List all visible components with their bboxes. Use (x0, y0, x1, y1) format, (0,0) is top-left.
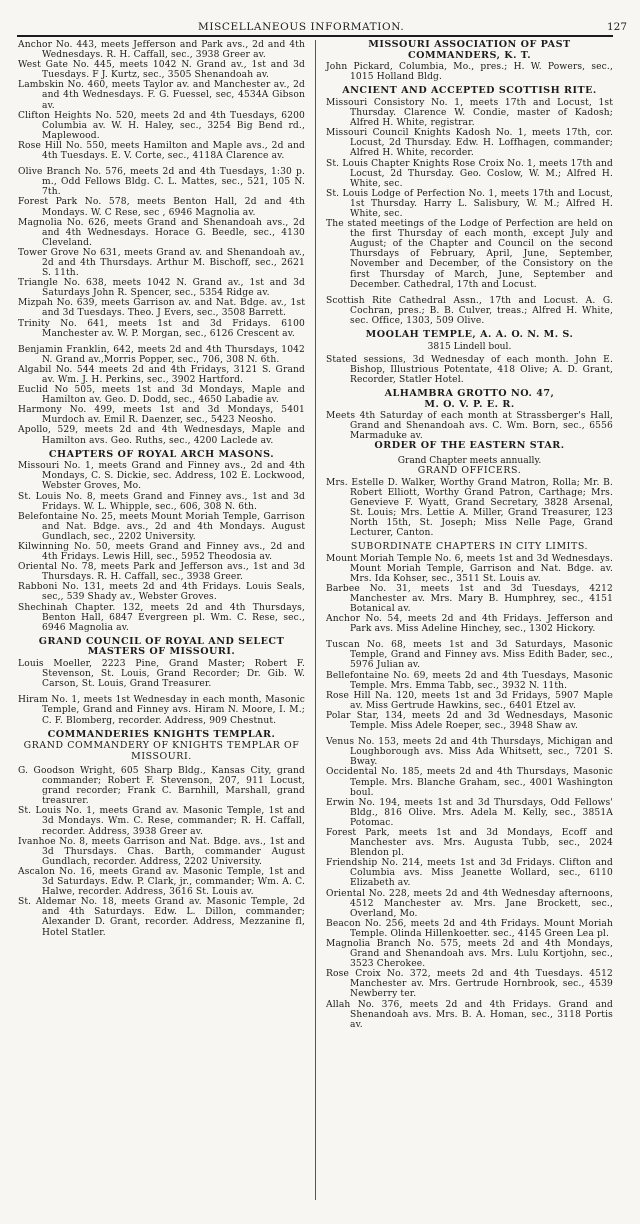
section-heading-commanderies: COMMANDERIES KNIGHTS TEMPLAR. (47, 728, 276, 740)
star-chapter-entry: Beacon No. 256, meets 2d and 4th Fridays. Mount Moriah Temple. Olinda Hillenkoetter. sec., 4145 Green Lea pl. (326, 918, 613, 939)
lodge-entry: Anchor No. 443, meets Jefferson and Park avs., 2d and 4th Wednesdays. R. H. Caffall, sec., 3938 Greer av. (18, 40, 305, 61)
star-chapter-entry: Allah No. 376, meets 2d and 4th Fridays. Grand and Shenandoah avs. Mrs. B. A. Homan, sec., 3118 Portis av. (326, 999, 613, 1030)
subordinate-chapters-heading: SUBORDINATE CHAPTERS IN CITY LIMITS. (350, 541, 589, 553)
chapter-entry: Rabboni No. 131, meets 2d and 4th Fridays. Louis Seals, sec,, 539 Shady av., Webster Groves. (18, 582, 305, 603)
star-chapter-entry: Polar Star, 134, meets 2d and 3d Wednesdays, Masonic Temple. Miss Adele Roeper, sec., 3948 Shaw av. (326, 710, 613, 732)
lodge-entry: Tower Grove No 631, meets Grand av. and Shenandoah av., 2d and 4th Thursdays. Arthur M. Bischoff, sec., 2621 S. 11th. (18, 247, 305, 279)
chapter-entry: Belefontaine No. 25, meets Mount Moriah Temple, Garrison and Nat. Bdge. avs., 2d and 4th Mondays. August Gundlach, sec., 2202 University. (18, 511, 305, 542)
council-entry: Louis Moeller, 2223 Pine, Grand Master; Robert F. Stevenson, St. Louis, Grand Recorder; Dr. Gib. W. Carson, St. Louis, Grand Treasurer. (18, 659, 305, 690)
commandery-entry: St. Aldemar No. 18, meets Grand av. Masonic Temple, 2d and 4th Saturdays. Edw. L. Dillon, commander; Alexander D. Grant, recorder. Address, Mezzanine fl, Hotel Statler. (18, 897, 305, 938)
lodge-entry: Euclid No 505, meets 1st and 3d Mondays, Maple and Hamilton av. Geo. D. Dodd, sec., 4650 Labadie av. (18, 385, 305, 406)
section-subheading-grand-commandery: GRAND COMMANDERY OF KNIGHTS TEMPLAR OF MISSOURI. (23, 740, 300, 762)
section-heading-royal-arch: CHAPTERS OF ROYAL ARCH MASONS. (48, 448, 275, 460)
section-heading-eastern-star: ORDER OF THE EASTERN STAR. (374, 440, 565, 452)
star-chapter-entry: Mount Moriah Temple No. 6, meets 1st and 3d Wednesdays. Mount Moriah Temple, Garrison and Nat. Bdge. av. Mrs. Ida Kohser, sec., 3511 St. Louis av. (326, 553, 613, 584)
rite-entry: St. Louis Lodge of Perfection No. 1, meets 17th and Locust, 1st Thursday. Harry L. Salisbury, W. M.; Alfred H. White, sec. (326, 188, 613, 219)
moolah-address: 3815 Lindell boul. (427, 341, 512, 352)
section-heading-grotto: ALHAMBRA GROTTO NO. 47, (384, 388, 555, 399)
star-chapter-entry: Rose Croix No. 372, meets 2d and 4th Tuesdays. 4512 Manchester av. Mrs. Gertrude Hornbrook, sec., 4539 Newberry ter. (326, 969, 613, 1000)
commandery-entry: Ivanhoe No. 8, meets Garrison and Nat. Bdge. avs., 1st and 3d Thursdays. Chas. Barth, commander August Gundlach, recorder. Address, 2202 University. (18, 836, 305, 867)
star-chapter-entry: Magnolia Branch No. 575, meets 2d and 4th Mondays, Grand and Shenandoah avs. Mrs. Lulu Kortjohn, sec., 3523 Cherokee. (326, 939, 613, 970)
star-chapter-entry: Anchor No. 54, meets 2d and 4th Fridays. Jefferson and Park avs. Miss Adeline Hinchey, sec., 1302 Hickory. (326, 614, 613, 635)
commandery-entry: St. Louis No. 1, meets Grand av. Masonic Temple, 1st and 3d Mondays. Wm. C. Rese, commander; R. H. Caffall, recorder. Address, 3938 Greer av. (18, 806, 305, 837)
star-chapter-entry: Barbee No. 31, meets 1st and 3d Tuesdays, 4212 Manchester av. Mrs. Mary B. Humphrey, sec., 4151 Botanical av. (326, 583, 613, 614)
running-title: MISCELLANEOUS INFORMATION. (198, 21, 405, 33)
chapter-entry: St. Louis No. 8, meets Grand and Finney avs., 1st and 3d Fridays. W. L. Whipple, sec., 606, 308 N. 6th. (18, 491, 305, 512)
section-heading-moolah: MOOLAH TEMPLE, A. A. O. N. M. S. (365, 329, 574, 341)
left-column (18, 40, 305, 938)
star-chapter-entry: Erwin No. 194, meets 1st and 3d Thursdays, Odd Fellows' Bldg., 816 Olive. Mrs. Adela M. Kelly, sec., 3851A Potomac. (326, 797, 613, 828)
star-chapter-entry: Venus No. 153, meets 2d and 4th Thursdays, Michigan and Loughborough avs. Miss Ada Whitsett, sec., 7201 S. Bway. (326, 737, 613, 768)
section-heading-grotto-line2: M. O. V. P. E. R. (424, 398, 515, 410)
lodge-entry: Mizpah No. 639, meets Garrison av. and Nat. Bdge. av., 1st and 3d Tuesdays. Theo. J Evers, sec., 3508 Barrett. (18, 298, 305, 319)
section-heading-grand-council: GRAND COUNCIL OF ROYAL AND SELECT MASTERS OF MISSOURI. (38, 635, 285, 658)
star-chapter-entry: Bellefontaine No. 69, meets 2d and 4th Tuesdays, Masonic Temple. Mrs. Emma Tabb, sec., 3932 N. 11th. (326, 670, 613, 691)
star-chapter-entry: Forest Park, meets 1st and 3d Mondays, Ecoff and Manchester avs. Mrs. Augusta Tubb, sec., 2024 Blendon pl. (326, 827, 613, 859)
lodge-entry: Clifton Heights No. 520, meets 2d and 4th Tuesdays, 6200 Columbia av. W. H. Haley, sec., 3254 Big Bend rd., Maplewood. (18, 110, 305, 141)
commandery-entry: G. Goodson Wright, 605 Sharp Bldg., Kansas City, grand commander; Robert F. Stevenson, 207, 911 Locust, grand recorder; Frank C. Barnhill, Marshall, grand treasurer. (18, 766, 305, 807)
rite-entry: Scottish Rite Cathedral Assn., 17th and Locust. A. G. Cochran, pres.; B. B. Culver, treas.; Alfred H. White, sec. Office, 1303, 509 Olive. (326, 295, 613, 326)
lodge-entry: Trinity No. 641, meets 1st and 3d Fridays. 6100 Manchester av. W. P. Morgan, sec., 6126 Crescent av. (18, 318, 305, 339)
chapter-entry: Oriental No. 78, meets Park and Jefferson avs., 1st and 3d Thursdays. R. H. Caffall, sec., 3938 Greer. (18, 562, 305, 583)
grand-officers-heading: GRAND OFFICERS. (417, 465, 522, 477)
header-rule (17, 35, 613, 37)
chapter-entry: Shechinah Chapter. 132, meets 2d and 4th Thursdays, Benton Hall, 6847 Evergreen pl. Wm. C. Rese, sec., 6946 Magnolia av. (18, 602, 305, 633)
lodge-entry: Lambskin No. 460, meets Taylor av. and Manchester av., 2d and 4th Wednesdays. F. G. Fuessel, sec, 4534A Gibson av. (18, 80, 305, 111)
rite-entry: St. Louis Chapter Knights Rose Croix No. 1, meets 17th and Locust, 2d Thursday. Geo. Coslow, W. M.; Alfred H. White, sec. (326, 158, 613, 189)
grand-chapter-note: Grand Chapter meets annually. (397, 456, 542, 467)
star-chapter-entry: Rose Hill Na. 120, meets 1st and 3d Fridays, 5907 Maple av. Miss Gertrude Hawkins, sec., 6401 Etzel av. (326, 690, 613, 711)
section-heading-scottish-rite: ANCIENT AND ACCEPTED SCOTTISH RITE. (342, 85, 597, 97)
column-divider (315, 40, 316, 1200)
lodge-entry: Rose Hill No. 550, meets Hamilton and Maple avs., 2d and 4th Tuesdays. E. V. Corte, sec., 4118A Clarence av. (18, 140, 305, 162)
moolah-entry: Stated sessions, 3d Wednesday of each month. John E. Bishop, Illustrious Potentate, 418 Olive; A. D. Grant, Recorder, Statler Hotel. (326, 354, 613, 385)
lodge-entry: Benjamin Franklin, 642, meets 2d and 4th Thursdays, 1042 N. Grand av.,Morris Popper, sec., 706, 308 N. 6th. (18, 344, 305, 365)
chapter-entry: Kilwinning No. 50, meets Grand and Finney avs., 2d and 4th Fridays. Lewis Hill, sec., 5952 Theodosia av. (18, 542, 305, 563)
lodge-entry: Apollo, 529, meets 2d and 4th Wednesdays, Maple and Hamilton avs. Geo. Ruths, sec., 4200 Laclede av. (18, 425, 305, 446)
lodge-entry: Magnolia No. 626, meets Grand and Shenandoah avs., 2d and 4th Wednesdays. Horace G. Beedle, sec., 4130 Cleveland. (18, 217, 305, 248)
commandery-entry: Ascalon No. 16, meets Grand av. Masonic Temple, 1st and 3d Saturdays. Edw. P. Clark, jr., commander; Wm. A. C. Halwe, recorder. Address, 3616 St. Louis av. (18, 866, 305, 898)
lodge-entry: Triangle No. 638, meets 1042 N. Grand av., 1st and 3d Saturdays John R. Spencer, sec., 5354 Ridge av. (18, 278, 305, 299)
rite-entry: Missouri Council Knights Kadosh No. 1, meets 17th, cor. Locust, 2d Thursday. Edw. H. Loffhagen, commander; Alfred H. White, recorder. (326, 128, 613, 159)
section-heading-past-commanders: MISSOURI ASSOCIATION OF PAST COMMANDERS, K. T. (368, 39, 571, 61)
page-number: 127 (607, 21, 628, 33)
star-chapter-entry: Tuscan No. 68, meets 1st and 3d Saturdays, Masonic Temple, Grand and Finney avs. Miss Edith Bader, sec., 5976 Julian av. (326, 640, 613, 671)
chapter-entry: Missouri No. 1, meets Grand and Finney avs., 2d and 4th Mondays, C. S. Dickie, sec. Address, 102 E. Lockwood, Webster Groves, Mo. (18, 461, 305, 492)
right-column (326, 40, 613, 1030)
grotto-entry: Meets 4th Saturday of each month at Strassberger's Hall, Grand and Shenandoah avs. C. Wm. Born, sec., 6556 Marmaduke av. (326, 411, 613, 442)
council-entry: Hiram No. 1, meets 1st Wednesday in each month, Masonic Temple, Grand and Finney avs. Hiram N. Moore, I. M.; C. F. Blomberg, recorder. Address, 909 Chestnut. (18, 695, 305, 726)
star-chapter-entry: Friendship No. 214, meets 1st and 3d Fridays. Clifton and Columbia avs. Miss Jeanette Wollard, sec., 6110 Elizabeth av. (326, 858, 613, 889)
star-chapter-entry: Occidental No. 185, meets 2d and 4th Thursdays, Masonic Temple. Mrs. Blanche Graham, sec., 4001 Washington boul. (326, 767, 613, 798)
star-chapter-entry: Oriental No. 228, meets 2d and 4th Wednesday afternoons, 4512 Manchester av. Mrs. Jane Brockett, sec., Overland, Mo. (326, 888, 613, 919)
association-entry: John Pickard, Columbia, Mo., pres.; H. W. Powers, sec., 1015 Holland Bldg. (326, 62, 613, 83)
rite-entry: The stated meetings of the Lodge of Perfection are held on the first Thursday of each month, except July and August; of the Chapter and Council on the second Thursdays of February, April, June, September, November and December, of the Consistory on the first Thursday of March, June, September and December. Cathedral, 17th and Locust. (326, 219, 613, 290)
lodge-entry: Olive Branch No. 576, meets 2d and 4th Tuesdays, 1:30 p. m., Odd Fellows Bldg. C. L. Mattes, sec., 521, 105 N. 7th. (18, 167, 305, 198)
lodge-entry: Harmony No. 499, meets 1st and 3d Mondays, 5401 Murdoch av. Emil R. Daenzer, sec., 5423 Neosho. (18, 405, 305, 426)
lodge-entry: West Gate No. 445, meets 1042 N. Grand av., 1st and 3d Tuesdays. F J. Kurtz, sec., 3505 Shenandoah av. (18, 60, 305, 81)
lodge-entry: Algabil No. 544 meets 2d and 4th Fridays, 3121 S. Grand av. Wm. J. H. Perkins, sec., 3902 Hartford. (18, 364, 305, 385)
lodge-entry: Forest Park No. 578, meets Benton Hall, 2d and 4th Mondays. W. C Rese, sec , 6946 Magnolia av. (18, 197, 305, 218)
grand-officers-entry: Mrs. Estelle D. Walker, Worthy Grand Matron, Rolla; Mr. B. Robert Elliott, Worthy Grand Patron, Carthage; Mrs. Genevieve F. Wyatt, Grand Secretary, 3828 Arsenal, St. Louis; Mrs. Lettie A. Miller, Grand Treasurer, 123 North 15th, St. Joseph; Miss Nelle Page, Grand Lecturer, Canton. (326, 477, 613, 539)
rite-entry: Missouri Consistory No. 1, meets 17th and Locust, 1st Thursday. Clarence W. Condie, master of Kadosh; Alfred H. White, registrar. (326, 97, 613, 129)
